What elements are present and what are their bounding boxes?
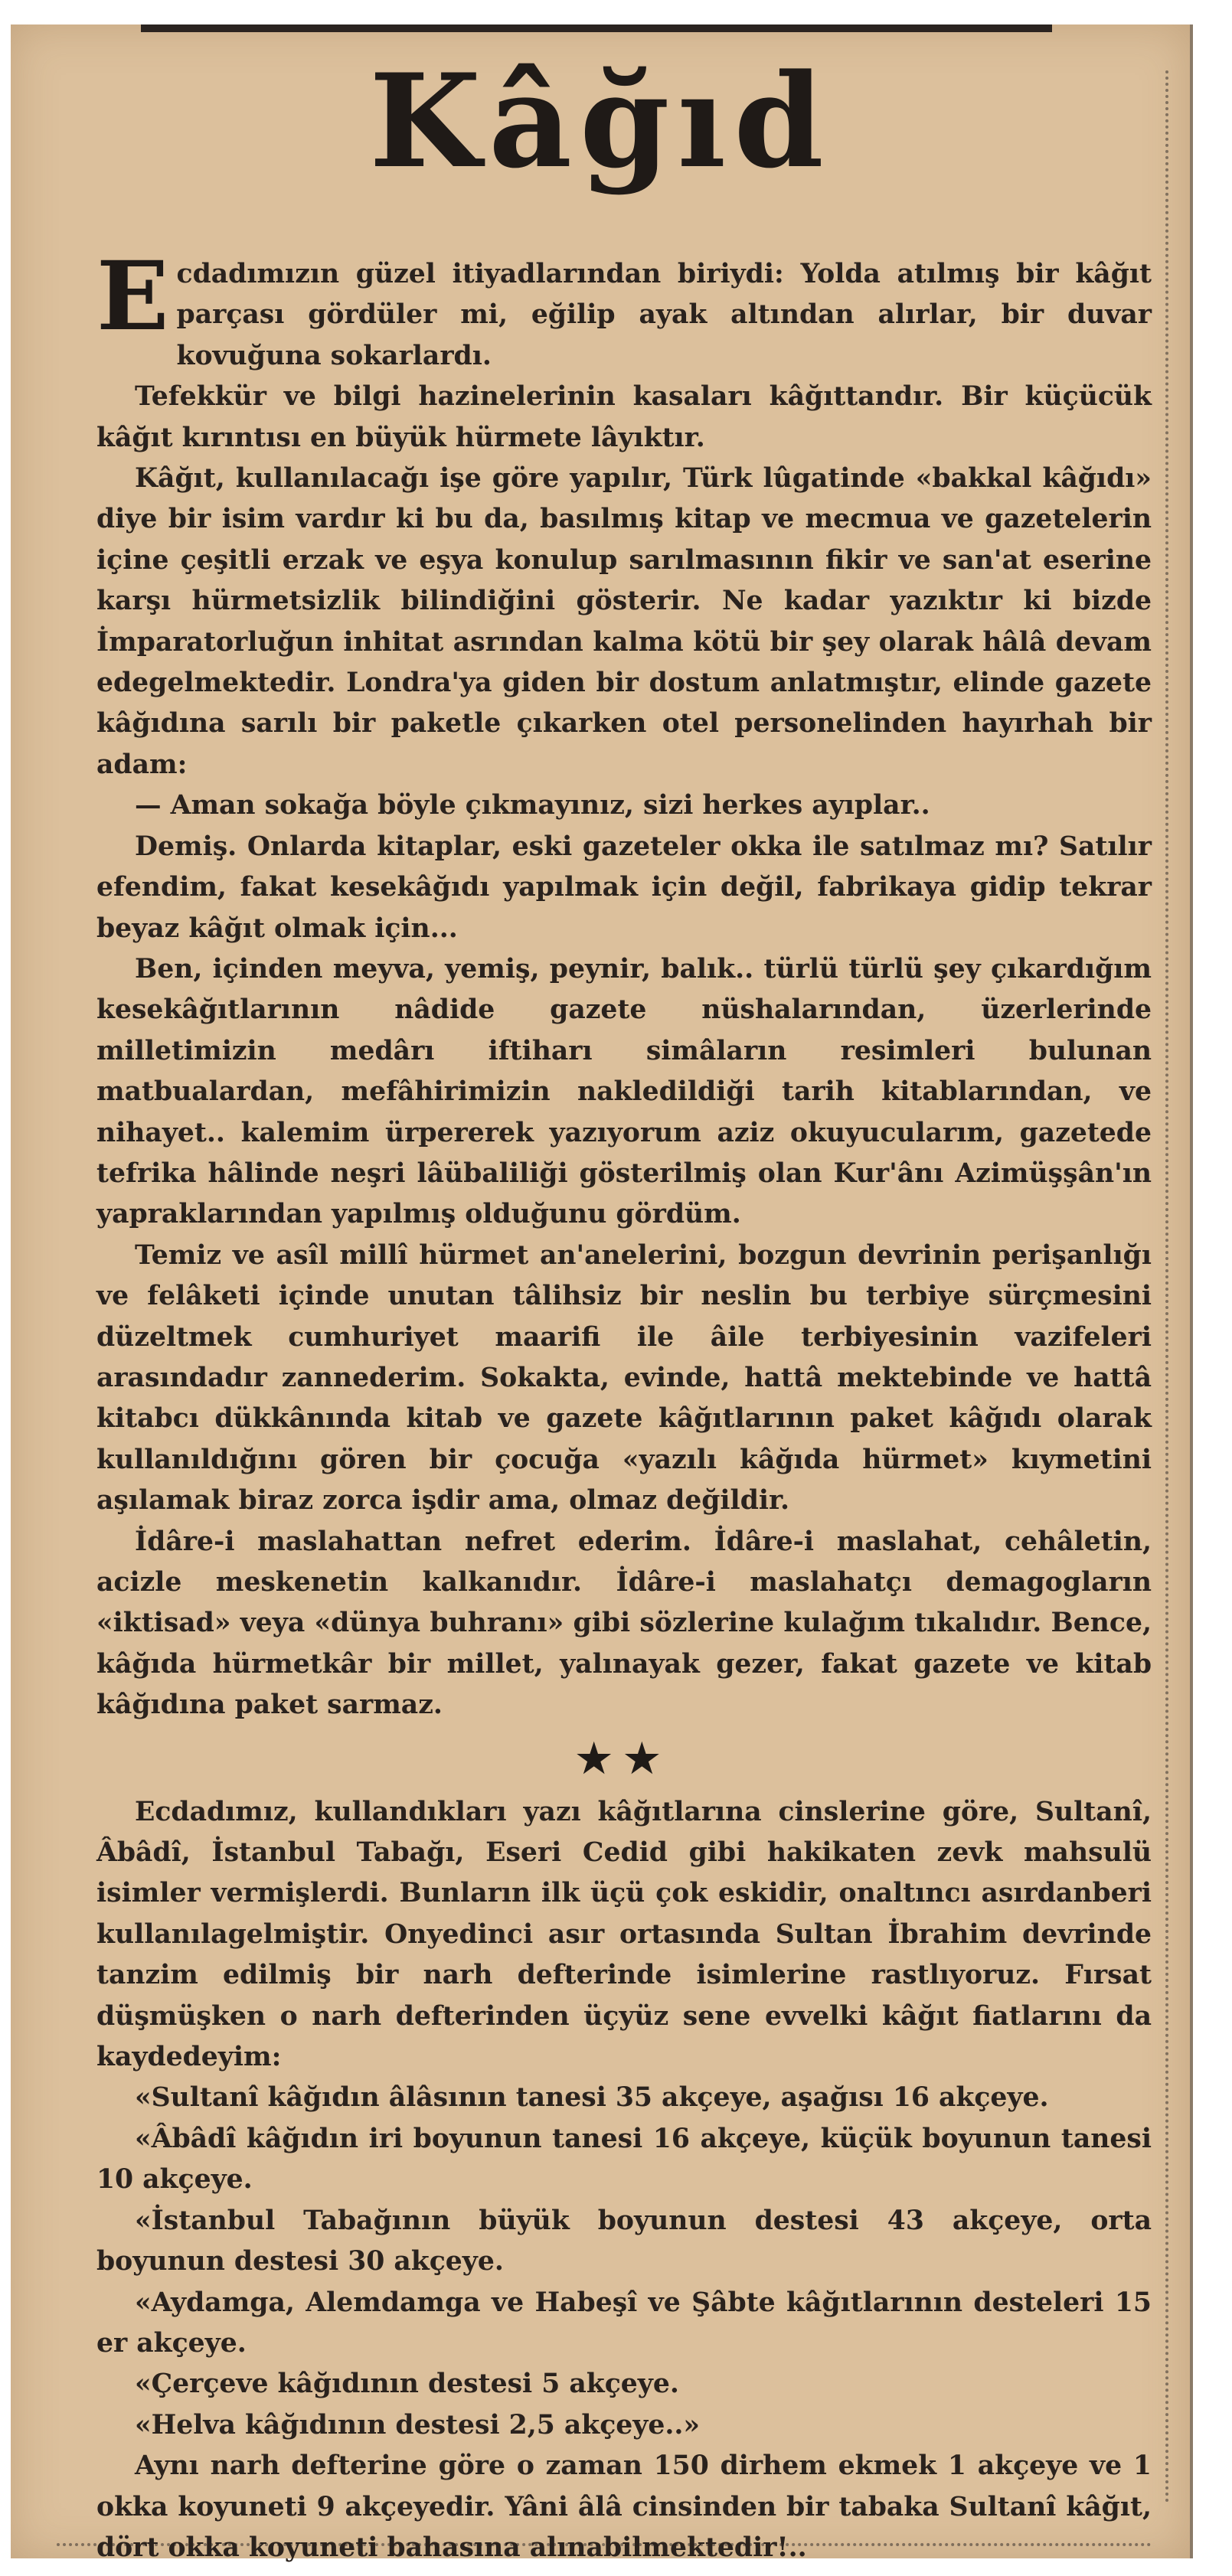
- price-list-item: «Âbâdî kâğıdın iri boyunun tanesi 16 akçeye, küçük boyunun tanesi 10 akçeye.: [96, 2123, 1152, 2196]
- paragraph: Ben, içinden meyva, yemiş, peynir, balık.. türlü türlü şey çıkardığım kesekâğıtlarının nâdide gazete nüshalarından, üzerlerinde milletimizin medârı iftiharı simâların resimleri bulunan matbualardan, mefâhirimizin nakledildiği tarih kitablarından, ve nihayet.. kalemim ürpererek yazıyorum aziz okuyucularım, gazetede tefrika hâlinde neşri lâübaliliği gösterilmiş olan Kur'ânı Azimüşşân'ın yapraklarından yapılmış olduğunu gördüm.: [96, 953, 1152, 1230]
- paragraph: Aynı narh defterine göre o zaman 150 dirhem ekmek 1 akçeye ve 1 okka koyuneti 9 akçeyedir. Yâni âlâ cinsinden bir tabaka Sultanî kâğıt, dört okka koyuneti bahasına alınabilmektedir!..: [96, 2450, 1152, 2563]
- newspaper-clipping: [11, 24, 1193, 2563]
- drop-cap: E: [96, 241, 169, 352]
- paragraph-1: [96, 241, 1152, 377]
- price-list-item: «İstanbul Tabağının büyük boyunun destesi 43 akçeye, orta boyunun destesi 30 akçeye.: [96, 2205, 1152, 2277]
- price-list-item: «Çerçeve kâğıdının destesi 5 akçeye.: [135, 2369, 679, 2400]
- article-body: [96, 241, 1152, 2568]
- dialogue-line: — Aman sokağa böyle çıkmayınız, sizi herkes ayıplar..: [135, 790, 930, 821]
- section-separator-stars: ★★: [576, 1735, 672, 1782]
- paragraph: Temiz ve asîl millî hürmet an'anelerini, bozgun devrinin perişanlığı ve felâketi içinde unutan tâlihsiz bir neslin bu terbiye sürçmesini düzeltmek cumhuriyet maarifi ile âile terbiyesinin vazifeleri arasındadır zannederim. Sokakta, evinde, hattâ mektebinde ve hattâ kitabcı dükkânında kitab ve gazete kâğıtlarının paket kâğıdı olarak kullanıldığını gören bir çocuğa «yazılı kâğıda hürmet» kıymetini aşılamak biraz zorca işdir ama, olmaz değildir.: [96, 1239, 1152, 1517]
- price-list-item: «Sultanî kâğıdın âlâsının tanesi 35 akçeye, aşağısı 16 akçeye.: [135, 2082, 1049, 2114]
- price-list-item: «Helva kâğıdının destesi 2,5 akçeye..»: [135, 2409, 701, 2441]
- top-rule: [141, 24, 1052, 32]
- paragraph: Tefekkür ve bilgi hazinelerinin kasaları kâğıttandır. Bir küçücük kâğıt kırıntısı en büyük hürmete lâyıktır.: [96, 381, 1152, 453]
- paragraph: İdâre-i maslahattan nefret ederim. İdâre-i maslahat, cehâletin, acizle meskenetin kalkanıdır. İdâre-i maslahatçı demagogların «iktisad» veya «dünya buhranı» gibi sözlerine kulağım tıkalıdır. Bence, kâğıda hürmetkâr bir millet, yalınayak gezer, fakat gazete ve kitab kâğıdına paket sarmaz.: [96, 1526, 1152, 1721]
- perforated-edge-right: [1161, 70, 1168, 2505]
- paragraph: Kâğıt, kullanılacağı işe göre yapılır, Türk lûgatinde «bakkal kâğıdı» diye bir isim vardır ki bu da, basılmış kitap ve mecmua ve gazetelerin içine çeşitli erzak ve eşya konulup sarılmasının fikir ve san'at eserine karşı hürmetsizlik bilindiğini gösterir. Ne kadar yazıktır ki bizde İmparatorluğun inhitat asrından kalma kötü bir şey olarak hâlâ devam edegelmektedir. Londra'ya giden bir dostum anlatmıştır, elinde gazete kâğıdına sarılı bir paketle çıkarken otel personelinden hayırhah bir adam:: [96, 463, 1152, 780]
- paragraph: Demiş. Onlarda kitaplar, eski gazeteler okka ile satılmaz mı? Satılır efendim, fakat kesekâğıdı yapılmak için değil, fabrikaya gidip tekrar beyaz kâğıt olmak için...: [96, 831, 1152, 944]
- price-list-item: «Aydamga, Alemdamga ve Habeşî ve Şâbte kâğıtlarının desteleri 15 er akçeye.: [96, 2287, 1152, 2359]
- article-title: Kâğıd: [369, 45, 832, 197]
- paragraph-1-text: cdadımızın güzel itiyadlarından biriydi: Yolda atılmış bir kâğıt parçası gördüler mi, eğilip ayak altından alırlar, bir duvar kovuğuna sokarlardı.: [176, 259, 1152, 371]
- paragraph: Ecdadımız, kullandıkları yazı kâğıtlarına cinslerine göre, Sultanî, Âbâdî, İstanbul Tabağı, Eseri Cedid gibi hakikaten zevk mahsulü isimler vermişlerdi. Bunların ilk üçü çok eskidir, onaltıncı asırdanberi kullanılagelmiştir. Onyedinci asır ortasında Sultan İbrahim devrinde tanzim edilmiş bir narh defterinde isimlerine rastlıyoruz. Fırsat düşmüşken o narh defterinden üçyüz sene evvelki kâğıt fiatlarını da kaydedeyim:: [96, 1796, 1152, 2073]
